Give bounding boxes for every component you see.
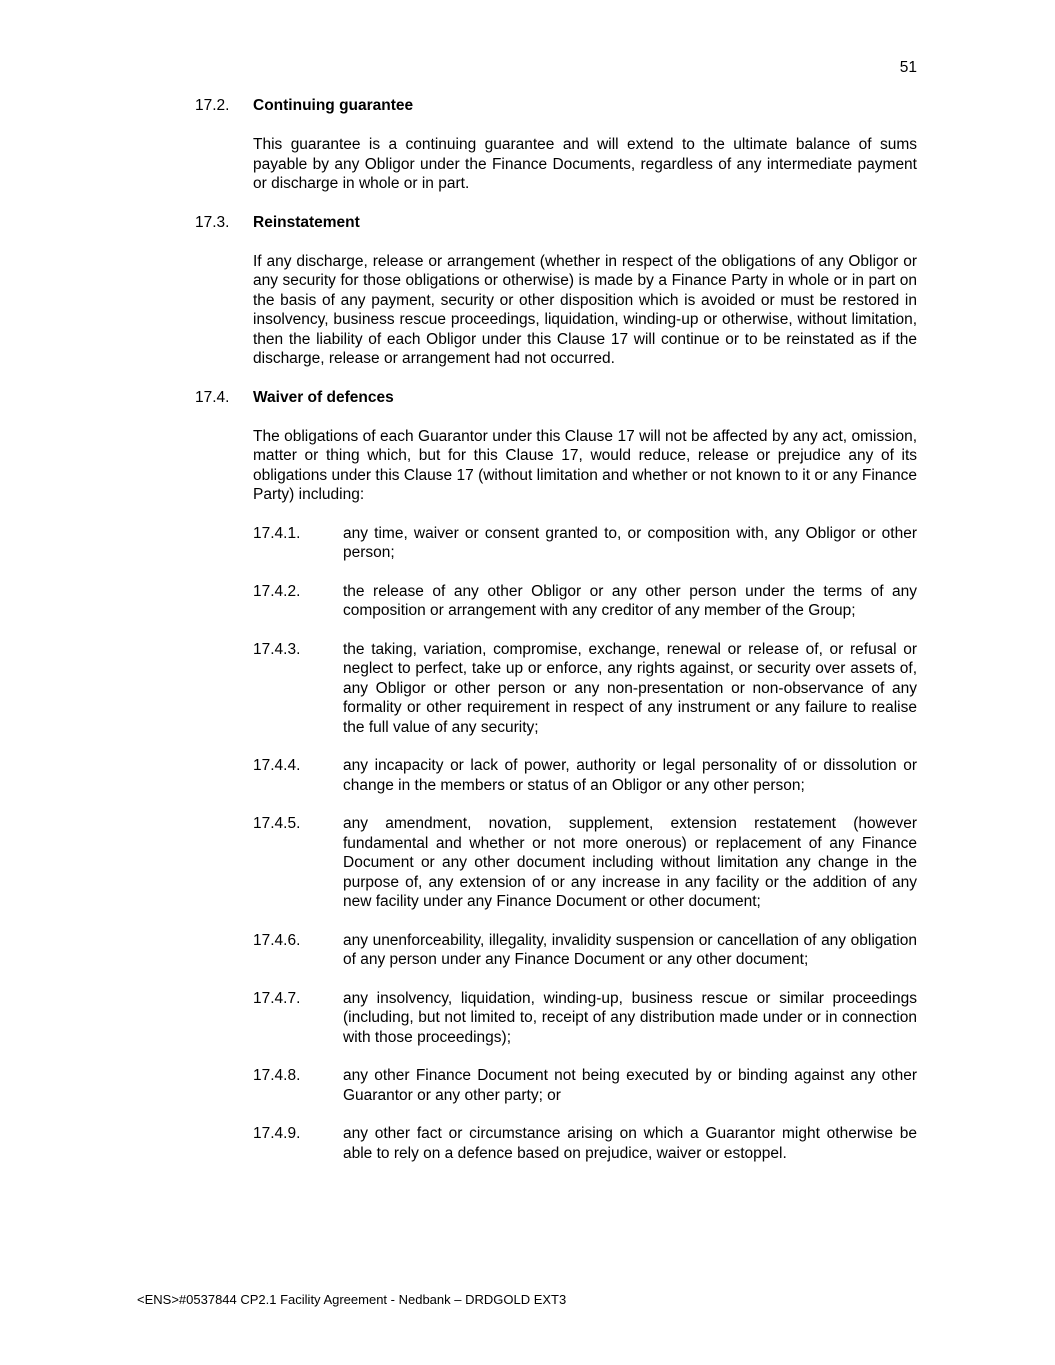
- sub-clause: [253, 582, 917, 621]
- section-reinstatement: [195, 213, 917, 388]
- document-body: [195, 96, 917, 1182]
- sub-clause-number: 17.4.3.: [253, 640, 301, 658]
- section-title: Waiver of defences: [253, 388, 394, 406]
- sub-clause-number: 17.4.2.: [253, 582, 301, 600]
- sub-clause-text: any unenforceability, illegality, invalidity suspension or cancellation of any obligation of any person under any Finance Document or any other document;: [343, 931, 917, 968]
- section-number: 17.2.: [195, 97, 230, 114]
- sub-clause-text: any amendment, novation, supplement, extension restatement (however fundamental and whether or not more onerous) or replacement of any Finance Document or any other document including without limitation any change in the purpose of, any extension of or any increase in any facility or the addition of any new facility under any Finance Document or other document;: [343, 815, 917, 910]
- section-heading: [195, 213, 917, 233]
- sub-clause: [253, 1066, 917, 1105]
- sub-clause-text: any other Finance Document not being executed by or binding against any other Guarantor or any other party; or: [343, 1067, 917, 1104]
- sub-clause-text: the taking, variation, compromise, exchange, renewal or release of, or refusal or neglect to perfect, take up or enforce, any rights against, or security over assets of, any Obligor or other person or any non-presentation or non-observance of any formality or other requirement in respect of any instrument or any failure to realise the full value of any security;: [343, 640, 917, 736]
- sub-clause-text: any incapacity or lack of power, authority or legal personality of or dissolution or change in the members or status of an Obligor or any other person;: [343, 757, 917, 794]
- sub-clause-number: 17.4.5.: [253, 815, 301, 832]
- section-waiver-of-defences: [195, 388, 917, 1164]
- sub-clause: [253, 756, 917, 795]
- section-number: 17.3.: [195, 213, 230, 231]
- sub-clause: [253, 1124, 917, 1163]
- sub-clause: [253, 989, 917, 1048]
- section-paragraph: This guarantee is a continuing guarantee and will extend to the ultimate balance of sums payable by any Obligor under the Finance Documents, regardless of any intermediate payment or discharge in whole or in part.: [253, 136, 917, 192]
- section-title: Reinstatement: [253, 213, 360, 231]
- sub-clause-number: 17.4.8.: [253, 1067, 301, 1084]
- section-heading: [195, 388, 917, 408]
- section-paragraph: The obligations of each Guarantor under this Clause 17 will not be affected by any act, omission, matter or thing which, but for this Clause 17, would reduce, release or prejudice any of its obligations under this Clause 17 (without limitation and whether or not known to it or any Finance Party) including:: [253, 427, 917, 503]
- section-number: 17.4.: [195, 388, 230, 406]
- sub-clause: [253, 931, 917, 970]
- sub-clause: [253, 524, 917, 563]
- sub-clause: [253, 814, 917, 912]
- sub-clause-text: the release of any other Obligor or any other person under the terms of any composition or arrangement with any creditor of any member of the Group;: [343, 582, 917, 619]
- page-number: 51: [899, 59, 917, 76]
- section-paragraph: If any discharge, release or arrangement (whether in respect of the obligations of any Obligor or any security for those obligations or otherwise) is made by a Finance Party in whole or in part on the basis of any payment, security or other disposition which is avoided or must be restored in insolvency, business rescue proceedings, liquidation, winding-up or otherwise, without limitation, then the liability of each Obligor under this Clause 17 will continue or to be reinstated as if the discharge, release or arrangement had not occurred.: [253, 252, 917, 367]
- section-title: Continuing guarantee: [253, 97, 414, 114]
- document-footer: <ENS>#0537844 CP2.1 Facility Agreement - Nedbank – DRDGOLD EXT3: [137, 1292, 567, 1307]
- section-heading: [195, 96, 917, 116]
- sub-clause-list: [253, 524, 917, 1164]
- sub-clause-text: any time, waiver or consent granted to, or composition with, any Obligor or other person;: [343, 524, 917, 561]
- sub-clause: [253, 640, 917, 738]
- sub-clause-number: 17.4.6.: [253, 931, 301, 949]
- sub-clause-number: 17.4.1.: [253, 524, 301, 542]
- sub-clause-text: any insolvency, liquidation, winding-up, business rescue or similar proceedings (including, but not limited to, receipt of any distribution made under or in connection with those proceedings);: [343, 989, 917, 1046]
- sub-clause-number: 17.4.9.: [253, 1125, 301, 1142]
- section-continuing-guarantee: [195, 96, 917, 213]
- sub-clause-number: 17.4.4.: [253, 757, 301, 774]
- sub-clause-number: 17.4.7.: [253, 989, 301, 1007]
- sub-clause-text: any other fact or circumstance arising on which a Guarantor might otherwise be able to rely on a defence based on prejudice, waiver or estoppel.: [343, 1125, 917, 1162]
